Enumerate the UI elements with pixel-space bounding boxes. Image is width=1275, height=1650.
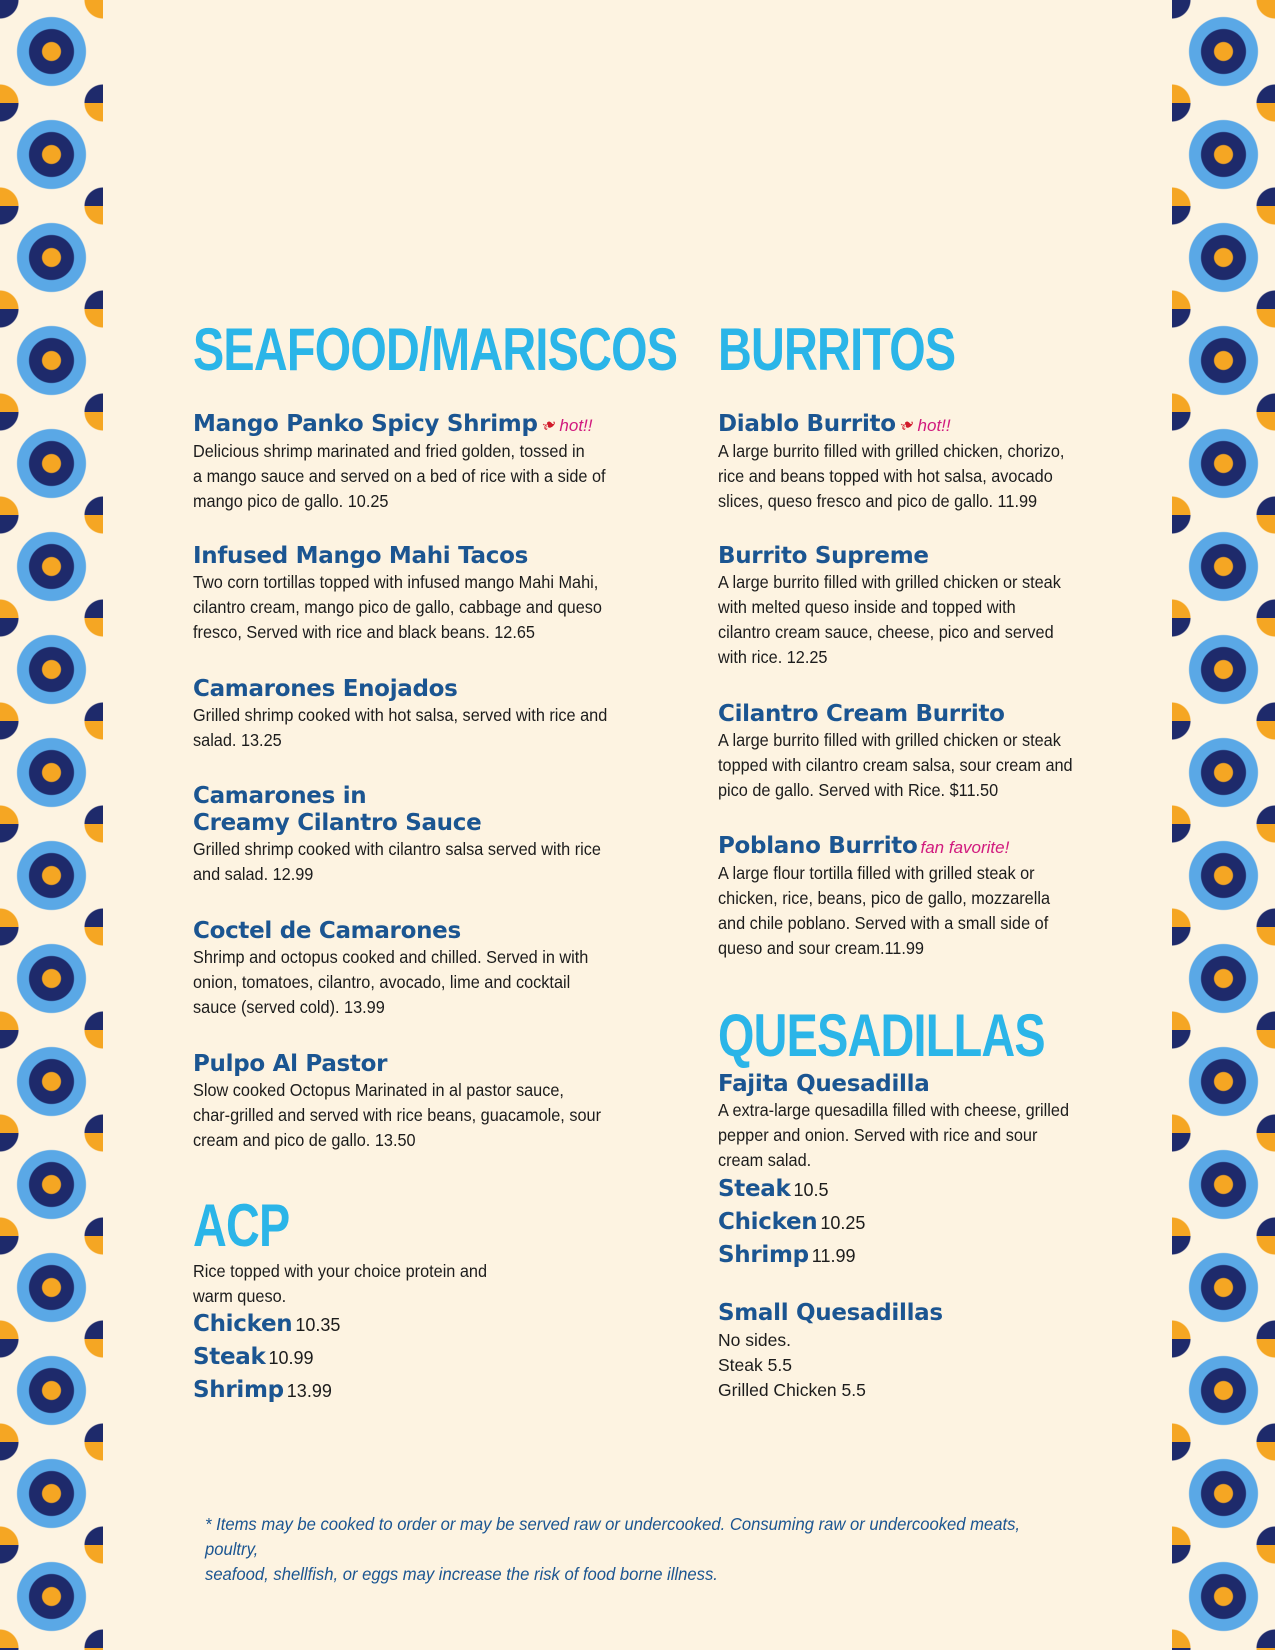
small-quesadilla-line: Grilled Chicken 5.5	[718, 1380, 866, 1400]
item-name: Diablo Burrito❧hot!!	[718, 411, 1118, 439]
menu-item-small-quesadillas	[718, 1300, 1118, 1327]
menu-item-coctel-de-camarones	[193, 918, 643, 1020]
item-description: A large flour tortilla filled with grilled steak or chicken, rice, beans, pico de gallo, mozzarella and chile poblano. Served with a small side of queso and sour cream.11.99	[718, 863, 1051, 958]
fajita-option-chicken: Chicken 10.25	[718, 1209, 866, 1235]
item-description: Rice topped with your choice protein and warm queso.	[193, 1261, 488, 1306]
item-name: Mango Panko Spicy Shrimp❧hot!!	[193, 411, 643, 439]
section-title-quesadillas: QUESADILLAS	[718, 1002, 1045, 1069]
item-description: Delicious shrimp marinated and fried golden, tossed in a mango sauce and served on a bed of rice with a side of mango pico de gallo. 10.25	[193, 441, 606, 511]
item-name: Small Quesadillas	[718, 1300, 943, 1326]
menu-item-mango-panko-spicy-shrimp	[193, 411, 643, 514]
fajita-option-steak: Steak 10.5	[718, 1176, 829, 1202]
menu-item-pulpo-al-pastor	[193, 1051, 643, 1153]
acp-option-chicken: Chicken 10.35	[193, 1311, 341, 1337]
item-name: Cilantro Cream Burrito	[718, 701, 1005, 727]
hot-tag: hot!!	[917, 416, 951, 435]
item-description: A large burrito filled with grilled chicken or steak topped with cilantro cream salsa, sour cream and pico de gallo. Served with Rice. $11.50	[718, 730, 1073, 800]
item-description: Grilled shrimp cooked with hot salsa, served with rice and salad. 13.25	[193, 705, 608, 750]
fan-favorite-tag: fan favorite!	[920, 838, 1010, 857]
decorative-tile-border-right	[1172, 0, 1275, 1650]
fajita-option-shrimp: Shrimp 11.99	[718, 1242, 856, 1268]
acp-option-steak: Steak 10.99	[193, 1344, 314, 1370]
small-quesadilla-line: No sides.	[718, 1330, 791, 1350]
item-name: Pulpo Al Pastor	[193, 1051, 388, 1077]
item-name: Poblano Burrito fan favorite!	[718, 833, 1010, 859]
item-name: Infused Mango Mahi Tacos	[193, 543, 528, 569]
menu-item-camarones-cilantro	[193, 783, 643, 887]
chili-pepper-icon: ❧	[895, 412, 919, 439]
menu-item-fajita-quesadilla	[718, 1071, 1118, 1173]
menu-item-poblano-burrito	[718, 833, 1118, 961]
chili-pepper-icon: ❧	[537, 412, 561, 439]
item-description: Grilled shrimp cooked with cilantro salsa served with rice and salad. 12.99	[193, 839, 601, 884]
menu-item-cilantro-cream-burrito	[718, 701, 1118, 803]
menu-item-infused-mango-mahi-tacos	[193, 543, 643, 645]
acp-description-block	[193, 1259, 643, 1309]
item-name-line1: Camarones in	[193, 783, 367, 809]
section-title-seafood: SEAFOOD/MARISCOS	[193, 316, 678, 383]
acp-option-shrimp: Shrimp 13.99	[193, 1377, 332, 1403]
hot-tag: hot!!	[559, 416, 593, 435]
small-quesadilla-line: Steak 5.5	[718, 1355, 792, 1375]
decorative-tile-border-left	[0, 0, 103, 1650]
item-description: Slow cooked Octopus Marinated in al pastor sauce, char-grilled and served with rice beans, guacamole, sour cream and pico de gallo. 13.50	[193, 1080, 601, 1150]
item-name: Camarones Enojados	[193, 676, 458, 702]
item-description: A large burrito filled with grilled chicken, chorizo, rice and beans topped with hot salsa, avocado slices, queso fresco and pico de gallo. 11.99	[718, 441, 1065, 511]
menu-item-burrito-supreme	[718, 543, 1118, 670]
item-description: Shrimp and octopus cooked and chilled. Served in with onion, tomatoes, cilantro, avocado, lime and cocktail sauce (served cold). 13.99	[193, 947, 589, 1017]
item-name: Burrito Supreme	[718, 543, 929, 569]
food-safety-footnote: * Items may be cooked to order or may be served raw or undercooked. Consuming raw or undercooked meats, poultry, seafood, shellfish, or eggs may increase the risk of food borne illness.	[205, 1514, 1021, 1584]
menu-item-camarones-enojados	[193, 676, 643, 753]
item-description: A large burrito filled with grilled chicken or steak with melted queso inside and topped with cilantro cream sauce, cheese, pico and served with rice. 12.25	[718, 572, 1061, 667]
menu-item-diablo-burrito	[718, 411, 1118, 514]
item-name: Fajita Quesadilla	[718, 1071, 930, 1097]
item-description: Two corn tortillas topped with infused mango Mahi Mahi, cilantro cream, mango pico de gallo, cabbage and queso fresco, Served with rice and black beans. 12.65	[193, 572, 602, 642]
item-description: A extra-large quesadilla filled with cheese, grilled pepper and onion. Served with rice and sour cream salad.	[718, 1100, 1070, 1170]
section-title-acp: ACP	[193, 1192, 290, 1259]
item-name-line2: Creamy Cilantro Sauce	[193, 810, 482, 836]
item-name: Coctel de Camarones	[193, 918, 461, 944]
section-title-burritos: BURRITOS	[718, 316, 956, 383]
